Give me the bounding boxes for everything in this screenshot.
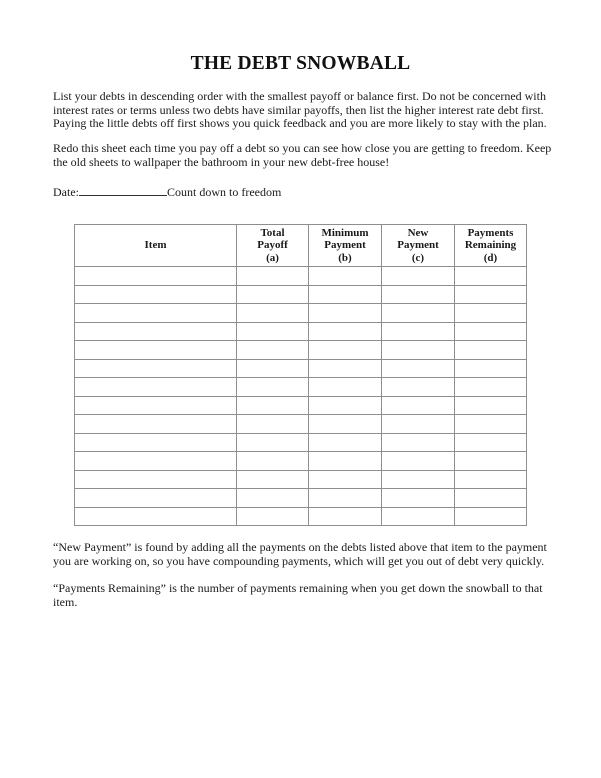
table-cell-total-payoff[interactable] — [237, 415, 309, 434]
table-row — [75, 452, 527, 471]
table-cell-minimum-payment[interactable] — [309, 489, 382, 508]
table-cell-total-payoff[interactable] — [237, 452, 309, 471]
date-line — [53, 185, 281, 200]
table-cell-payments-remaining[interactable] — [455, 489, 527, 508]
table-row — [75, 378, 527, 397]
table-cell-minimum-payment[interactable] — [309, 267, 382, 286]
column-header-total-payoff — [237, 225, 309, 267]
text-line: item. — [53, 594, 78, 609]
table-cell-payments-remaining[interactable] — [455, 452, 527, 471]
table-cell-new-payment[interactable] — [382, 489, 455, 508]
table-cell-minimum-payment[interactable] — [309, 341, 382, 360]
table-row — [75, 304, 527, 323]
table-cell-minimum-payment[interactable] — [309, 359, 382, 378]
table-header-row — [75, 225, 527, 267]
column-header-line: (d) — [483, 251, 498, 264]
column-header-line: New — [407, 226, 429, 239]
table-row — [75, 285, 527, 304]
table-cell-payments-remaining[interactable] — [455, 267, 527, 286]
table-cell-total-payoff[interactable] — [237, 470, 309, 489]
note-new-payment — [53, 541, 573, 568]
table-row — [75, 322, 527, 341]
table-cell-item[interactable] — [75, 433, 237, 452]
table-cell-total-payoff[interactable] — [237, 507, 309, 526]
table-row — [75, 470, 527, 489]
text-line: “Payments Remaining” is the number of payments remaining when you get down the snowball to that — [53, 581, 543, 595]
text-line: interest rates or terms unless two debts have similar payoffs, then list the higher interest rate debt first. — [53, 102, 544, 117]
column-header-line: Total — [260, 226, 285, 239]
page-title: THE DEBT SNOWBALL — [190, 53, 411, 74]
table-row — [75, 433, 527, 452]
table-cell-payments-remaining[interactable] — [455, 507, 527, 526]
table-cell-minimum-payment[interactable] — [309, 378, 382, 397]
table-cell-item[interactable] — [75, 341, 237, 360]
table-cell-minimum-payment[interactable] — [309, 322, 382, 341]
column-header-line: Payment — [324, 239, 366, 252]
column-header-payments-remaining — [455, 225, 527, 267]
column-header-line: Payment — [397, 239, 439, 252]
table-cell-payments-remaining[interactable] — [455, 341, 527, 360]
table-cell-total-payoff[interactable] — [237, 396, 309, 415]
intro-paragraph-1 — [53, 90, 573, 131]
column-header-line: Payoff — [257, 239, 288, 252]
table-cell-item[interactable] — [75, 267, 237, 286]
table-cell-payments-remaining[interactable] — [455, 285, 527, 304]
debt-snowball-table — [74, 224, 527, 526]
table-cell-minimum-payment[interactable] — [309, 433, 382, 452]
table-cell-item[interactable] — [75, 452, 237, 471]
table-cell-new-payment[interactable] — [382, 285, 455, 304]
table-cell-item[interactable] — [75, 285, 237, 304]
table-cell-payments-remaining[interactable] — [455, 415, 527, 434]
table-cell-minimum-payment[interactable] — [309, 507, 382, 526]
column-header-line: Item — [144, 239, 167, 252]
table-cell-total-payoff[interactable] — [237, 489, 309, 508]
text-line: Paying the little debts off first shows you quick feedback and you are more likely to stay with the plan. — [53, 116, 547, 130]
text-line: the old sheets to wallpaper the bathroom in your new debt-free house! — [53, 154, 390, 169]
table-cell-total-payoff[interactable] — [237, 433, 309, 452]
table-cell-item[interactable] — [75, 507, 237, 526]
table-row — [75, 489, 527, 508]
table-cell-minimum-payment[interactable] — [309, 285, 382, 304]
table-cell-minimum-payment[interactable] — [309, 304, 382, 323]
table-cell-new-payment[interactable] — [382, 415, 455, 434]
table-row — [75, 415, 527, 434]
table-cell-new-payment[interactable] — [382, 378, 455, 397]
column-header-line: (b) — [338, 251, 352, 264]
text-line: List your debts in descending order with the smallest payoff or balance first. Do not be concerned with — [53, 89, 546, 103]
table-cell-total-payoff[interactable] — [237, 322, 309, 341]
column-header-item — [75, 225, 237, 267]
table-cell-payments-remaining[interactable] — [455, 322, 527, 341]
table-cell-item[interactable] — [75, 378, 237, 397]
table-cell-total-payoff[interactable] — [237, 359, 309, 378]
table-cell-item[interactable] — [75, 415, 237, 434]
table-cell-item[interactable] — [75, 396, 237, 415]
table-cell-payments-remaining[interactable] — [455, 396, 527, 415]
table-cell-new-payment[interactable] — [382, 452, 455, 471]
text-line: Redo this sheet each time you pay off a debt so you can see how close you are getting to freedom. Keep — [53, 141, 552, 155]
table-row — [75, 267, 527, 286]
table-cell-new-payment[interactable] — [382, 267, 455, 286]
table-body — [75, 267, 527, 526]
table-cell-new-payment[interactable] — [382, 507, 455, 526]
table-cell-payments-remaining[interactable] — [455, 433, 527, 452]
column-header-new-payment — [382, 225, 455, 267]
table-cell-minimum-payment[interactable] — [309, 415, 382, 434]
intro-paragraph-2 — [53, 142, 573, 169]
table-cell-payments-remaining[interactable] — [455, 470, 527, 489]
table-cell-payments-remaining[interactable] — [455, 378, 527, 397]
table-cell-new-payment[interactable] — [382, 470, 455, 489]
table-cell-total-payoff[interactable] — [237, 267, 309, 286]
column-header-line: (a) — [266, 251, 279, 264]
date-field[interactable] — [79, 185, 167, 196]
table-cell-new-payment[interactable] — [382, 359, 455, 378]
table-cell-item[interactable] — [75, 359, 237, 378]
note-payments-remaining — [53, 582, 573, 609]
table-cell-new-payment[interactable] — [382, 341, 455, 360]
table-cell-new-payment[interactable] — [382, 322, 455, 341]
table-row — [75, 341, 527, 360]
table-cell-total-payoff[interactable] — [237, 341, 309, 360]
table-cell-total-payoff[interactable] — [237, 304, 309, 323]
column-header-line: Minimum — [321, 226, 369, 239]
table-cell-new-payment[interactable] — [382, 433, 455, 452]
table-row — [75, 359, 527, 378]
table-cell-payments-remaining[interactable] — [455, 359, 527, 378]
text-line: you are working on, so you have compounding payments, which will get you out of debt very quickly. — [53, 553, 545, 568]
table-cell-total-payoff[interactable] — [237, 285, 309, 304]
table-cell-minimum-payment[interactable] — [309, 396, 382, 415]
column-header-minimum-payment — [309, 225, 382, 267]
column-header-line: Remaining — [464, 239, 517, 252]
table-row — [75, 507, 527, 526]
table-cell-new-payment[interactable] — [382, 396, 455, 415]
column-header-line: (c) — [411, 251, 425, 264]
table-cell-new-payment[interactable] — [382, 304, 455, 323]
table-row — [75, 396, 527, 415]
table-cell-payments-remaining[interactable] — [455, 304, 527, 323]
text-line: “New Payment” is found by adding all the payments on the debts listed above that item to the payment — [53, 540, 547, 554]
table-cell-minimum-payment[interactable] — [309, 452, 382, 471]
table-cell-item[interactable] — [75, 304, 237, 323]
table-cell-total-payoff[interactable] — [237, 378, 309, 397]
table-cell-minimum-payment[interactable] — [309, 470, 382, 489]
date-label: Date: — [53, 185, 79, 199]
column-header-line: Payments — [467, 226, 514, 239]
table-cell-item[interactable] — [75, 489, 237, 508]
table-cell-item[interactable] — [75, 470, 237, 489]
table-cell-item[interactable] — [75, 322, 237, 341]
countdown-label: Count down to freedom — [167, 185, 282, 199]
